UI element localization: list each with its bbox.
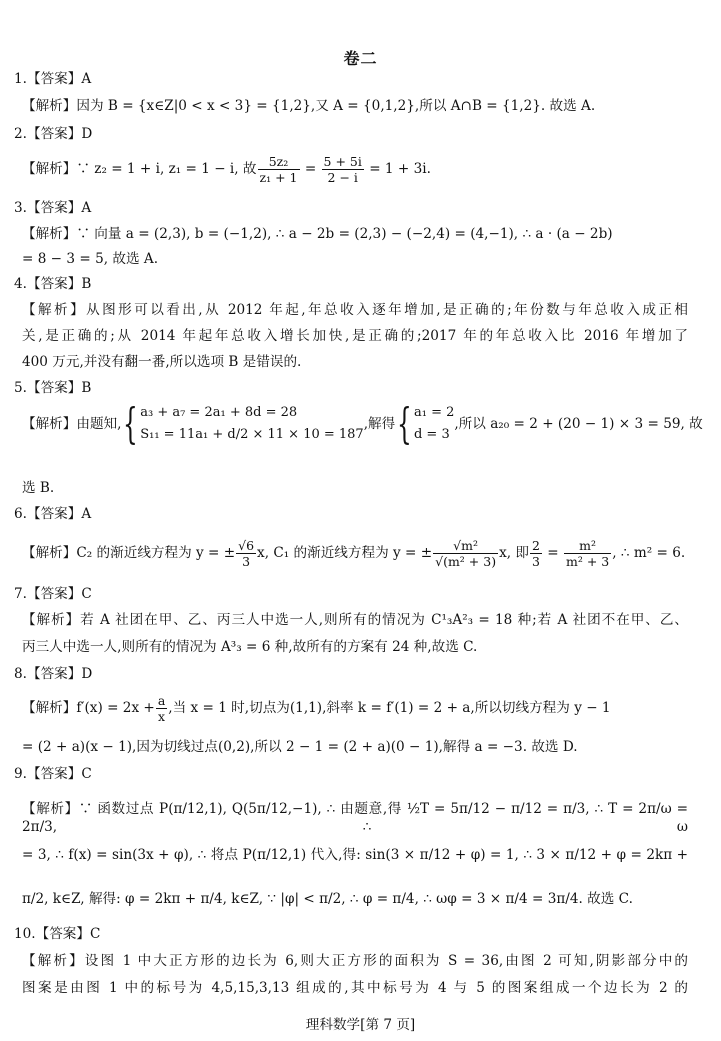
q4-solution-line3: 400 万元,并没有翻一番,所以选项 B 是错误的. [22, 354, 302, 370]
brace-icon: { [123, 399, 139, 448]
fraction: $\frac{\text{5z₂}}{\text{z₁ + 1}}$ [259, 154, 298, 185]
q7-solution-line1: 【解析】若 A 社团在甲、乙、丙三人中选一人,则所有的情况为 C¹₃A²₃ = 18 种;若 A 社团不在甲、乙、 [22, 612, 688, 628]
q10-solution-line2: 图案是由图 1 中的标号为 4,5,15,3,13 组成的,其中标号为 4 与 5 的图案组成一个边长为 2 的 [22, 980, 688, 996]
fraction: $\frac{5 + 5i}{2 - i}$ [323, 154, 362, 185]
q4-answer: 4.【答案】B [14, 276, 92, 292]
fraction: $\frac{a}{x}$ [157, 693, 166, 724]
page-title: 卷二 [343, 49, 378, 68]
q2-answer: 2.【答案】D [14, 126, 93, 142]
q4-solution-line1: 【解析】从图形可以看出,从 2012 年起,年总收入逐年增加,是正确的;年份数与年总收入成正相 [22, 302, 688, 318]
q6-solution: 【解析】C₂ 的渐近线方程为 y = ± $\frac{√6}{3}$ x, C₁ 的渐近线方程为 y = ± $\frac{\text{√m²}}{\text{√(m² + 3)}}$ x, 即 $\frac{2}{3}$ = $\frac{\text{m²}}{\text{m² + 3}}$ , ∴ m² = 6. [22, 538, 686, 569]
q7-answer: 7.【答案】C [14, 586, 92, 602]
q7-solution-line2: 丙三人中选一人,则所有的情况为 A³₃ = 6 种,故所有的方案有 24 种,故选 C. [22, 639, 478, 655]
q9-solution-line2: = 3, ∴ f(x) = sin(3x + φ), ∴ 将点 P(π/12,1) 代入,得: sin(3 × π/12 + φ) = 1, ∴ 3 × π/12 + φ = 2kπ + [22, 847, 688, 863]
q8-solution: 【解析】f′(x) = 2x + $\frac{a}{x}$ ,当 x = 1 时,切点为(1,1),斜率 k = f′(1) = 2 + a,所以切线方程为 y − 1 [22, 693, 611, 724]
equation-system: a₃ + a₇ = 2a₁ + 8d = 28 S₁₁ = 11a₁ + d/2 × 11 × 10 = 187 [140, 405, 364, 442]
q9-solution-line1: 【解析】∵ 函数过点 P(π/12,1), Q(5π/12,−1), ∴ 由题意,得 ½T = 5π/12 − π/12 = π/3, ∴ T = 2π/ω = 2π/3, ∴ ω [22, 801, 688, 835]
fraction: $\frac{\text{m²}}{\text{m² + 3}}$ [565, 538, 610, 569]
q10-solution-line1: 【解析】设图 1 中大正方形的边长为 6,则大正方形的面积为 S = 36,由图 2 可知,阴影部分中的 [22, 953, 688, 969]
q1-solution: 【解析】因为 B = {x∈Z|0 < x < 3} = {1,2},又 A = {0,1,2},所以 A∩B = {1,2}. 故选 A. [22, 98, 596, 114]
q3-answer: 3.【答案】A [14, 200, 92, 216]
q9-solution-line3: π/2, k∈Z, 解得: φ = 2kπ + π/4, k∈Z, ∵ |φ| < π/2, ∴ φ = π/4, ∴ ωφ = 3 × π/4 = 3π/4. 故选 C. [22, 891, 633, 907]
fraction: $\frac{\text{√m²}}{\text{√(m² + 3)}}$ [435, 538, 497, 569]
fraction: $\frac{2}{3}$ [531, 538, 540, 569]
q5-solution-tail: 选 B. [22, 480, 55, 496]
q1-answer: 1.【答案】A [14, 71, 92, 87]
q5-solution: 【解析】由题知,{ a₃ + a₇ = 2a₁ + 8d = 28 S₁₁ = 11a₁ + d/2 × 11 × 10 = 187 ,解得{ a₁ = 2 d = 3 ,所以 a₂₀ = 2 + (20 − 1) × 3 = 59, 故 [22, 399, 703, 448]
brace-icon: { [397, 399, 412, 448]
q10-answer: 10.【答案】C [14, 926, 101, 942]
q4-solution-line2: 关,是正确的;从 2014 年起年总收入增长加快,是正确的;2017 年的年总收入比 2016 年增加了 [22, 328, 688, 344]
q5-answer: 5.【答案】B [14, 380, 92, 396]
fraction: $\frac{√6}{3}$ [238, 538, 255, 569]
q3-solution-line2: = 8 − 3 = 5, 故选 A. [22, 251, 159, 267]
q6-answer: 6.【答案】A [14, 506, 92, 522]
q9-answer: 9.【答案】C [14, 766, 92, 782]
q2-solution: 【解析】∵ z₂ = 1 + i, z₁ = 1 − i, 故 $\frac{\text{5z₂}}{\text{z₁ + 1}}$ = $\frac{5 + 5i}{2 - i}$ = 1 + 3i. [22, 154, 431, 185]
q8-solution-line2: = (2 + a)(x − 1),因为切线过点(0,2),所以 2 − 1 = (2 + a)(0 − 1),解得 a = −3. 故选 D. [22, 739, 578, 755]
equation-system: a₁ = 2 d = 3 [413, 405, 455, 442]
q3-solution-line1: 【解析】∵ 向量 a = (2,3), b = (−1,2), ∴ a − 2b = (2,3) − (−2,4) = (4,−1), ∴ a · (a − 2b) [22, 226, 613, 242]
page-footer: 理科数学[第 7 页] [305, 1017, 416, 1033]
q8-answer: 8.【答案】D [14, 666, 93, 682]
